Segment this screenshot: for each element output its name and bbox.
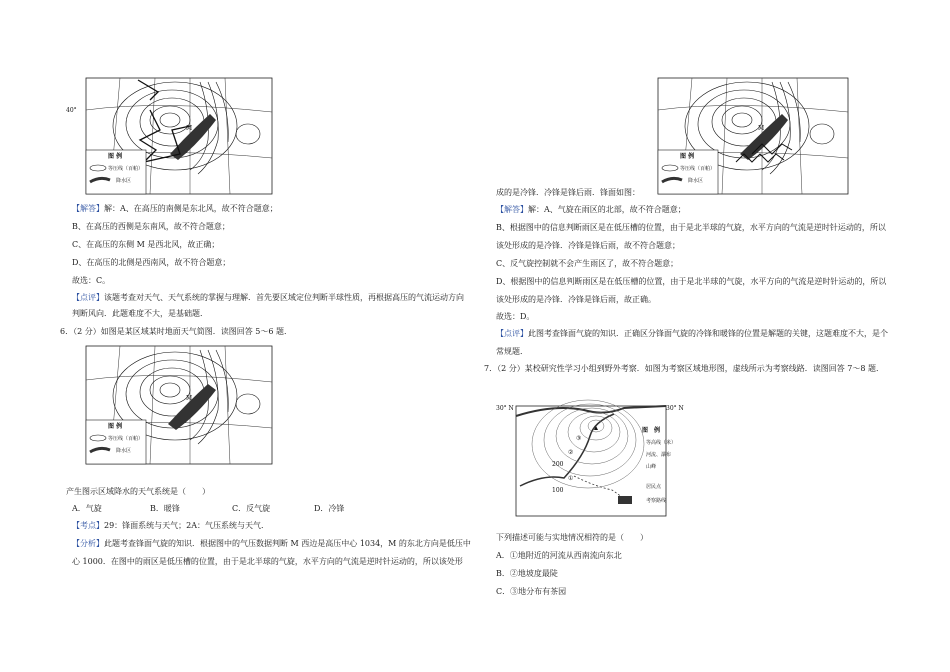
topo-legend-route: 考察路线 (646, 498, 667, 504)
left-choice: 故选：C。 (72, 276, 111, 285)
map2-legend-isobar: 等压线（百帕） (108, 436, 144, 442)
right-cont: 成的是冷锋．冷锋是锋后雨．锋面如图： (496, 188, 640, 197)
left-point-tag: 【考点】 (72, 521, 104, 530)
map3-legend-title: 图 例 (680, 153, 695, 160)
map3-m: M (758, 125, 765, 132)
left-comment-2: 判断风向．此题难度不大，是基础题． (72, 309, 208, 318)
right-answer-d2: 该处形成的是冷锋．冷锋是锋后雨，故正确。 (496, 295, 656, 304)
q6-option-a: A．气旋 (72, 504, 102, 513)
q7-option-a: A．①地附近的河流从西南流向东北 (496, 551, 622, 560)
weather-map-3 (652, 70, 852, 198)
map1-legend-rain: 降水区 (116, 178, 132, 184)
question-7-stem: 下列描述可能与实地情况相符的是（ ） (496, 533, 648, 542)
right-choice: 故选：D。 (496, 312, 535, 321)
topo-mark-2: ② (568, 449, 574, 456)
left-point-text: 29：锋面系统与天气；2A：气压系统与天气． (104, 521, 270, 530)
left-answer-a: 解：A、在高压的南侧是东北风，故不符合题意； (104, 204, 278, 213)
left-answer-c: C、在高压的东侧 M 是西北风，故正确； (72, 240, 220, 249)
map2-legend-title: 图 例 (108, 423, 123, 430)
weather-map-2 (80, 338, 276, 472)
map3-legend-isobar: 等压线（百帕） (680, 166, 716, 172)
right-comment-tag: 【点评】 (496, 329, 528, 338)
topo-legend-title: 图 例 (642, 427, 661, 434)
topo-legend-peak: 山峰 (646, 464, 657, 470)
topo-mark-3: ③ (576, 435, 582, 442)
topo-elev-100: 100 (552, 487, 564, 494)
q7-option-b: B．②地坡度最陡 (496, 569, 558, 578)
right-comment-1: 此图考查锋面气旋的知识．正确区分锋面气旋的冷锋和暖锋的位置是解题的关键，这题难度不大，是个 (528, 329, 888, 338)
topo-mark-1: ① (568, 475, 574, 482)
topo-legend-contour: 等高线（米） (646, 440, 677, 446)
topo-lat-right: 30° N (666, 405, 684, 412)
map1-legend-isobar: 等压线（百帕） (108, 166, 144, 172)
topo-legend-settlement: 居民点 (646, 484, 662, 490)
right-answer-b2: 该处形成的是冷锋．冷锋是锋后雨，故不符合题意； (496, 241, 680, 250)
left-answer-tag: 【解答】 (72, 204, 104, 213)
left-analysis-1: 此题考查锋面气旋的知识．根据图中的气压数据判断 M 西边是高压中心 1034，M 的东北方向是低压中 (104, 539, 471, 548)
question-6: 6．（2 分）如图是某区域某时地面天气简图．读图回答 5～6 题． (60, 327, 292, 336)
left-analysis-2: 心 1000．在图中的雨区是低压槽的位置，由于是北半球的气旋，水平方向的气流是逆时针运动的，所以该处形 (72, 557, 463, 566)
map2-m: M (186, 395, 193, 402)
q7-option-c: C．③地分布有茶园 (496, 587, 567, 596)
right-answer-b1: B、根据图中的信息判断雨区是在低压槽的位置，由于是北半球的气旋，水平方向的气流是逆时针运动的，所以 (496, 223, 886, 232)
map3-legend-rain: 降水区 (688, 178, 704, 184)
question-6-stem: 产生图示区域降水的天气系统是（ ） (66, 487, 210, 496)
left-answer-b: B、在高压的西侧是东南风，故不符合题意； (72, 222, 230, 231)
right-answer-tag: 【解答】 (496, 205, 528, 214)
weather-map-1 (66, 70, 276, 198)
map1-lat: 40° (66, 107, 77, 114)
left-comment-1: 该题考查对天气、天气系统的掌握与理解．首先要区域定位判断半球性质，再根据高压的气流运动方向 (104, 293, 464, 302)
map1-m: M (186, 125, 193, 132)
map1-legend-title: 图 例 (108, 153, 123, 160)
right-answer-c: C、反气旋控制就不会产生雨区了，故不符合题意； (496, 259, 679, 268)
topo-map (494, 386, 690, 518)
q6-option-d: D．冷锋 (314, 504, 345, 513)
topo-legend-river: 河流、瀑布 (646, 452, 672, 458)
q6-option-b: B．暖锋 (150, 504, 180, 513)
q6-option-c: C．反气旋 (232, 504, 271, 513)
right-answer-d1: D、根据图中的信息判断雨区是在低压槽的位置，由于是北半球的气旋，水平方向的气流是逆时针运动的，所以 (496, 277, 887, 286)
right-answer-a: 解：A、气旋在雨区的北部，故不符合题意； (528, 205, 686, 214)
right-comment-2: 常规题． (496, 347, 528, 356)
topo-lat-left: 30° N (496, 405, 514, 412)
map2-legend-rain: 降水区 (116, 448, 132, 454)
question-7: 7．（2 分）某校研究性学习小组到野外考察．如图为考察区域地形图，虚线所示为考察线路．读图回答 7～8 题． (484, 364, 884, 373)
left-comment-tag: 【点评】 (72, 293, 104, 302)
left-answer-d: D、在高压的北侧是西南风，故不符合题意； (72, 258, 231, 267)
topo-elev-200: 200 (552, 461, 564, 468)
left-analysis-tag: 【分析】 (72, 539, 104, 548)
